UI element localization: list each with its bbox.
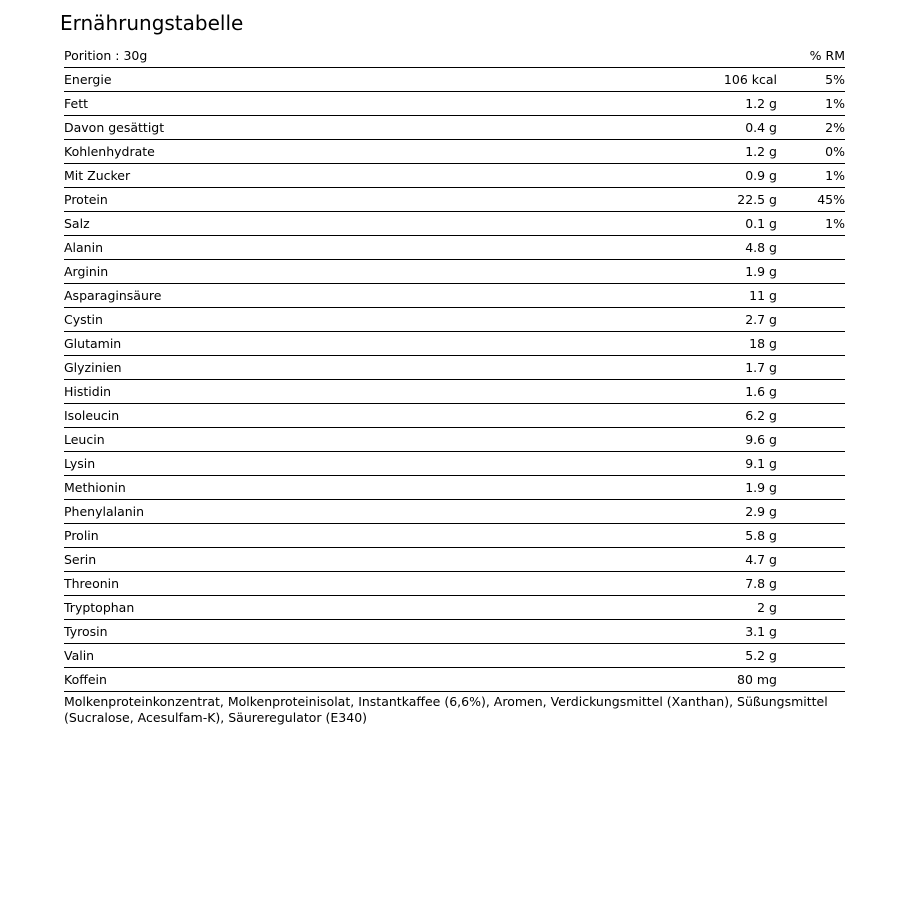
table-row [64, 500, 845, 524]
nutrient-amount: 1.9 g [745, 480, 777, 495]
table-row [64, 572, 845, 596]
nutrient-amount: 5.8 g [745, 528, 777, 543]
table-row [64, 92, 845, 116]
table-row [64, 68, 845, 92]
nutrient-amount: 1.2 g [745, 144, 777, 159]
nutrient-name: Valin [64, 648, 95, 663]
table-row [64, 476, 845, 500]
nutrient-reference-pct: 1% [825, 168, 845, 183]
nutrient-name: Salz [64, 216, 90, 231]
table-row [64, 380, 845, 404]
nutrient-name: Kohlenhydrate [64, 144, 155, 159]
nutrient-reference-pct: 5% [825, 72, 845, 87]
table-row [64, 668, 845, 692]
nutrient-name: Methionin [64, 480, 126, 495]
table-row [64, 452, 845, 476]
nutrient-amount: 4.8 g [745, 240, 777, 255]
nutrient-amount: 6.2 g [745, 408, 777, 423]
table-header-row [64, 44, 845, 68]
nutrient-amount: 1.6 g [745, 384, 777, 399]
nutrient-name: Phenylalanin [64, 504, 145, 519]
nutrient-amount: 0.4 g [745, 120, 777, 135]
nutrient-amount: 1.7 g [745, 360, 777, 375]
page-title: Ernährungstabelle [60, 11, 244, 35]
table-row [64, 428, 845, 452]
nutrient-amount: 22.5 g [737, 192, 777, 207]
nutrition-table [64, 44, 845, 692]
nutrient-amount: 2 g [757, 600, 777, 615]
nutrient-amount: 11 g [749, 288, 777, 303]
table-row [64, 620, 845, 644]
table-row [64, 236, 845, 260]
table-row [64, 116, 845, 140]
table-row [64, 308, 845, 332]
nutrient-name: Energie [64, 72, 112, 87]
nutrient-name: Threonin [64, 576, 120, 591]
table-row [64, 356, 845, 380]
nutrient-amount: 9.1 g [745, 456, 777, 471]
nutrient-name: Prolin [64, 528, 99, 543]
table-row [64, 332, 845, 356]
nutrient-name: Protein [64, 192, 108, 207]
ingredients-text: Molkenproteinkonzentrat, Molkenproteinisolat, Instantkaffee (6,6%), Aromen, Verdickungsmittel (Xanthan), Süßungsmittel (Sucralose, Acesulfam-K), Säureregulator (E340) [64, 694, 828, 725]
nutrient-amount: 2.9 g [745, 504, 777, 519]
nutrient-reference-pct: 1% [825, 216, 845, 231]
nutrient-amount: 1.2 g [745, 96, 777, 111]
nutrient-amount: 9.6 g [745, 432, 777, 447]
nutrient-amount: 18 g [749, 336, 777, 351]
nutrient-name: Glutamin [64, 336, 122, 351]
nutrient-name: Leucin [64, 432, 105, 447]
nutrient-amount: 0.1 g [745, 216, 777, 231]
nutrient-name: Fett [64, 96, 88, 111]
table-row [64, 596, 845, 620]
table-row [64, 164, 845, 188]
nutrient-name: Mit Zucker [64, 168, 131, 183]
nutrient-reference-pct: 45% [817, 192, 845, 207]
nutrient-name: Davon gesättigt [64, 120, 165, 135]
nutrient-name: Cystin [64, 312, 103, 327]
nutrient-name: Arginin [64, 264, 109, 279]
nutrient-reference-pct: 2% [825, 120, 845, 135]
nutrient-amount: 0.9 g [745, 168, 777, 183]
table-row [64, 212, 845, 236]
nutrient-amount: 5.2 g [745, 648, 777, 663]
nutrition-rows [64, 68, 845, 692]
nutrient-amount: 1.9 g [745, 264, 777, 279]
nutrient-name: Koffein [64, 672, 107, 687]
nutrient-name: Lysin [64, 456, 96, 471]
nutrient-name: Isoleucin [64, 408, 120, 423]
nutrient-amount: 80 mg [737, 672, 777, 687]
nutrient-name: Serin [64, 552, 97, 567]
nutrient-amount: 106 kcal [723, 72, 777, 87]
nutrient-reference-pct: 1% [825, 96, 845, 111]
table-row [64, 284, 845, 308]
nutrient-reference-pct: 0% [825, 144, 845, 159]
nutrient-amount: 4.7 g [745, 552, 777, 567]
nutrient-amount: 7.8 g [745, 576, 777, 591]
nutrient-name: Alanin [64, 240, 104, 255]
nutrient-name: Histidin [64, 384, 112, 399]
table-row [64, 260, 845, 284]
table-row [64, 140, 845, 164]
table-row [64, 548, 845, 572]
pct-header-label: % RM [809, 48, 845, 63]
table-row [64, 188, 845, 212]
nutrient-name: Asparaginsäure [64, 288, 162, 303]
nutrient-name: Glyzinien [64, 360, 122, 375]
table-row [64, 404, 845, 428]
nutrient-amount: 3.1 g [745, 624, 777, 639]
nutrient-amount: 2.7 g [745, 312, 777, 327]
nutrient-name: Tyrosin [64, 624, 108, 639]
table-row [64, 524, 845, 548]
portion-label: Porition : 30g [64, 48, 148, 63]
nutrient-name: Tryptophan [64, 600, 135, 615]
table-row [64, 644, 845, 668]
